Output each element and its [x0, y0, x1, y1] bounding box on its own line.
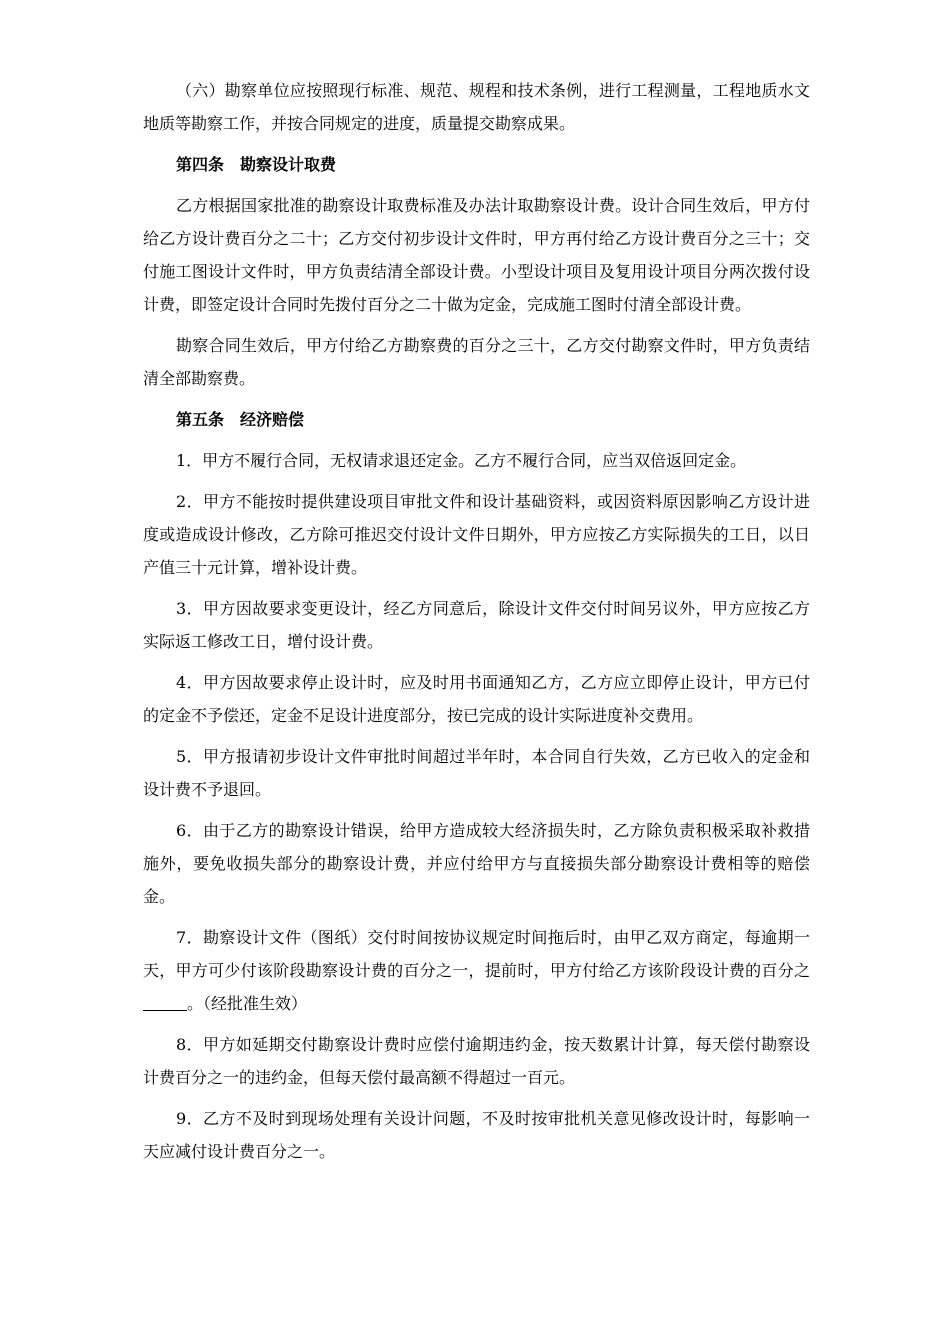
article-4-title: 勘察设计取费: [240, 155, 337, 174]
article-5-item-5: 5．甲方报请初步设计文件审批时间超过半年时，本合同自行失效，乙方已收入的定金和设计费不予退回。: [143, 747, 810, 799]
article-5-item-9: 9．乙方不及时到现场处理有关设计问题，不及时按审批机关意见修改设计时，每影响一天应减付设计费百分之一。: [143, 1109, 810, 1161]
article-5-title: 经济赔偿: [240, 410, 305, 429]
item-7-text: 7．勘察设计文件（图纸）交付时间按协议规定时间拖后时，由甲乙双方商定，每逾期一天，甲方可少付该阶段勘察设计费的百分之一，提前时，甲方付给乙方该阶段设计费的百分之: [143, 928, 810, 980]
article-5-number: 第五条: [176, 410, 225, 429]
article-5-item-3: 3．甲方因故要求变更设计，经乙方同意后，除设计文件交付时间另议外，甲方应按乙方实际返工修改工日，增付设计费。: [143, 599, 810, 651]
article-4-paragraph: 勘察合同生效后，甲方付给乙方勘察费的百分之三十，乙方交付勘察文件时，甲方负责结清全部勘察费。: [143, 336, 810, 388]
document-body: [143, 74, 810, 1176]
article-4-heading: [143, 148, 810, 181]
item-7-suffix: 。（经批准生效）: [187, 994, 308, 1013]
article-5-item-1: 1．甲方不履行合同，无权请求退还定金。乙方不履行合同，应当双倍返回定金。: [176, 451, 747, 470]
article-5-item-7: [143, 921, 810, 1020]
fill-in-blank: [143, 994, 187, 1011]
article-5-item-6: 6．由于乙方的勘察设计错误，给甲方造成较大经济损失时，乙方除负责积极采取补救措施外，要免收损失部分的勘察设计费，并应付给甲方与直接损失部分勘察设计费相等的赔偿金。: [143, 821, 810, 906]
article-5-item-2: 2．甲方不能按时提供建设项目审批文件和设计基础资料，或因资料原因影响乙方设计进度或造成设计修改，乙方除可推迟交付设计文件日期外，甲方应按乙方实际损失的工日，以日产值三十元计算，增补设计费。: [143, 492, 810, 577]
clause-item-6: （六）勘察单位应按照现行标准、规范、规程和技术条例，进行工程测量，工程地质水文地质等勘察工作，并按合同规定的进度，质量提交勘察成果。: [143, 81, 810, 133]
article-4-number: 第四条: [176, 155, 225, 174]
article-5-item-4: 4．甲方因故要求停止设计时，应及时用书面通知乙方，乙方应立即停止设计，甲方已付的定金不予偿还，定金不足设计进度部分，按已完成的设计实际进度补交费用。: [143, 673, 810, 725]
article-5-heading: [143, 403, 810, 436]
article-4-paragraph: 乙方根据国家批准的勘察设计取费标准及办法计取勘察设计费。设计合同生效后，甲方付给乙方设计费百分之二十；乙方交付初步设计文件时，甲方再付给乙方设计费百分之三十；交付施工图设计文件时，甲方负责结清全部设计费。小型设计项目及复用设计项目分两次拨付设计费，即签定设计合同时先拨付百分之二十做为定金，完成施工图时付清全部设计费。: [143, 196, 810, 314]
article-5-item-8: 8．甲方如延期交付勘察设计费时应偿付逾期违约金，按天数累计计算，每天偿付勘察设计费百分之一的违约金，但每天偿付最高额不得超过一百元。: [143, 1035, 810, 1087]
